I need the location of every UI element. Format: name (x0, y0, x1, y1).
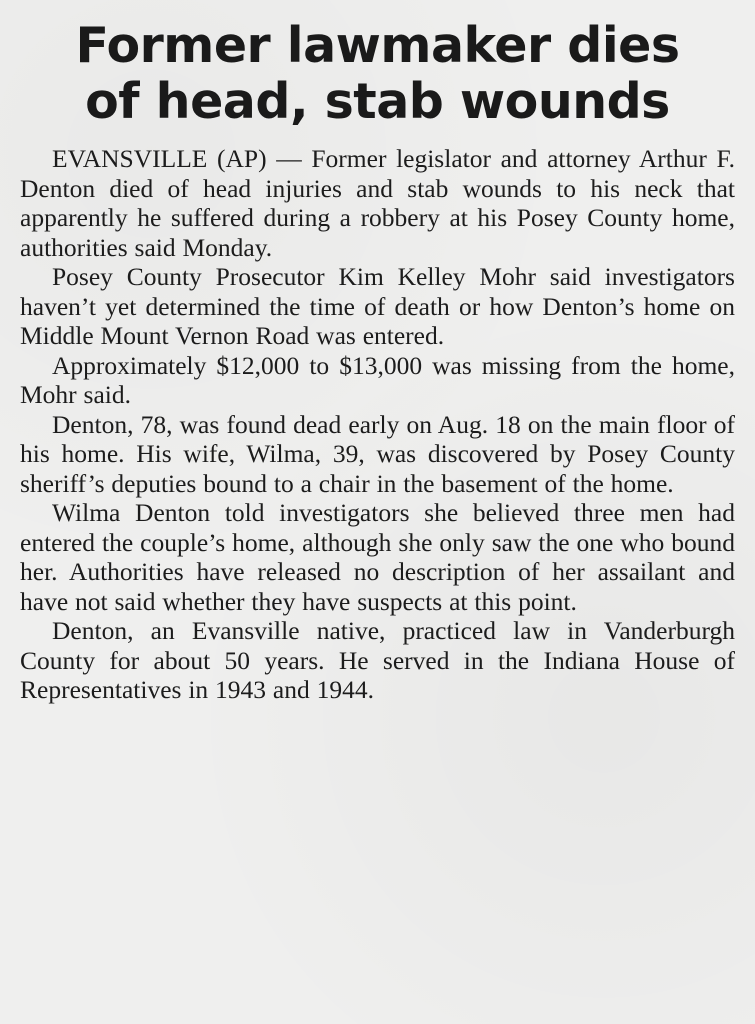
headline-line-2: of head, stab wounds (85, 73, 670, 130)
article-paragraph: Posey County Prosecutor Kim Kelley Mohr said investigators haven’t yet determined the time of death or how Denton’s home on Middle Mount Vernon Road was entered. (20, 262, 735, 350)
headline-line-1: Former lawmaker dies (75, 17, 680, 74)
article-paragraph: EVANSVILLE (AP) — Former legislator and attorney Arthur F. Denton died of head injuries and stab wounds to his neck that apparently he suffered during a robbery at his Posey County home, authorities said Monday. (20, 144, 735, 262)
article-paragraph: Approximately $12,000 to $13,000 was missing from the home, Mohr said. (20, 350, 735, 409)
article-paragraph: Denton, 78, was found dead early on Aug. 18 on the main floor of his home. His wife, Wilma, 39, was discovered by Posey County sheriff’s deputies bound to a chair in the basement of the home. (20, 409, 735, 498)
article-paragraph: Denton, an Evansville native, practiced law in Vanderburgh County for about 50 years. He served in the Indiana House of Representatives in 1943 and 1944. (20, 616, 735, 704)
article-body (20, 144, 735, 705)
headline (20, 18, 735, 130)
article-paragraph: Wilma Denton told investigators she believed three men had entered the couple’s home, although she only saw the one who bound her. Authorities have released no description of her assailant and have not said whether they have suspects at this point. (20, 498, 735, 616)
